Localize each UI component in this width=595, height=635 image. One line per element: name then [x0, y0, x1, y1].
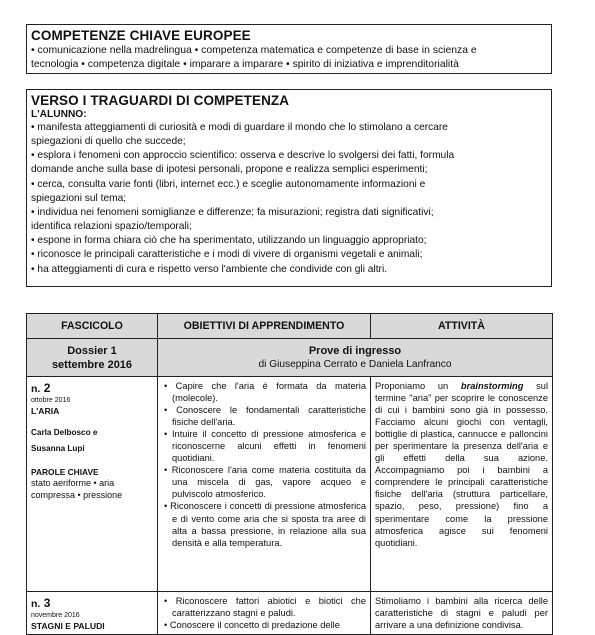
attivita-cell — [371, 592, 553, 635]
dossier-authors: di Giuseppina Cerrato e Daniela Lanfranco — [258, 359, 452, 370]
programmazione-table — [26, 313, 553, 635]
issue-date: novembre 2016 — [31, 612, 80, 619]
issue-number: n. 3 — [31, 596, 51, 610]
table-row — [27, 377, 553, 592]
traguardi-line: • espone in forma chiara ciò che ha sperimentato, utilizzando un linguaggio appropriato; — [31, 235, 427, 247]
traguardi-line: identifica relazioni spazio/temporali; — [31, 221, 192, 233]
objective-item: • Conoscere le fondamentali caratteristiche fisiche dell'aria. — [164, 405, 366, 428]
traguardi-line: • individua nei fenomeni somiglianze e differenze; fa misurazioni; registra dati significativi; — [31, 206, 434, 218]
competenze-title: COMPETENZE CHIAVE EUROPEE — [31, 28, 251, 43]
competenze-line-2: tecnologia • competenza digitale • imparare a imparare • spirito di iniziativa e imprenditorialità — [31, 59, 459, 71]
dossier-row — [27, 339, 553, 377]
header-attivita: ATTIVITÀ — [371, 314, 553, 339]
issue-author: Susanna Lupi — [31, 444, 85, 453]
objective-item: • Conoscere il concetto di predazione delle — [164, 620, 340, 631]
objective-item: • Riconoscere i concetti di pressione atmosferica e di vento come aria che si sposta tra aree di alta a bassa pressione, in relazione alla sua densità e alla temperatura. — [164, 501, 366, 548]
traguardi-line: • cerca, consulta varie fonti (libri, internet ecc.) e sceglie autonomamente informazioni e — [31, 178, 426, 190]
traguardi-line: domande anche sulla base di ipotesi personali, propone e realizza semplici esperimenti; — [31, 164, 428, 176]
header-fascicolo: FASCICOLO — [27, 314, 158, 339]
traguardi-line: • esplora i fenomeni con approccio scientifico: osserva e descrive lo svolgersi dei fatti, formula — [31, 150, 455, 162]
fascicolo-cell — [27, 377, 158, 592]
traguardi-line: • manifesta atteggiamenti di curiosità e modi di guardare il mondo che lo stimolano a cercare — [31, 122, 448, 133]
competenze-chiave-box — [26, 24, 552, 74]
traguardi-line: spiegazioni sul tema; — [31, 192, 127, 204]
objective-item: • Intuire il concetto di pressione atmosferica e riconoscerne alcuni effetti in fenomeni quotidiani. — [164, 429, 366, 464]
dossier-title: Prove di ingresso — [308, 345, 402, 357]
keywords-line: stato aeriforme • aria — [31, 478, 115, 488]
dossier-cell — [27, 339, 158, 377]
issue-topic: STAGNI E PALUDI — [31, 621, 105, 631]
issue-number: n. 2 — [31, 381, 51, 395]
objective-item: • Riconoscere fattori abiotici e biotici che caratterizzano stagni e paludi. — [164, 596, 366, 619]
table-header-row — [27, 314, 553, 339]
table-row — [27, 592, 553, 635]
objective-item: • Riconoscere l'aria come materia costituita da una miscela di gas, vapore acqueo e pulviscolo atmosferico. — [164, 465, 366, 500]
traguardi-line: • riconosce le principali caratteristiche e i modi di vivere di organismi vegetali e animali; — [31, 249, 423, 261]
traguardi-line: • ha atteggiamenti di cura e rispetto verso l'ambiente che condivide con gli altri. — [31, 263, 388, 275]
issue-topic: L'ARIA — [31, 406, 60, 416]
obiettivi-cell — [158, 377, 371, 592]
fascicolo-cell — [27, 592, 158, 635]
traguardi-box — [26, 89, 552, 287]
activity-text: Proponiamo un brainstorming sul termine "aria" per scoprire le conoscenze di cui i bambini sono già in possesso. Facciamo alcuni giochi con ventagli, bottiglie di plastica, cannucce e palloncini per sperimentare la presenza dell'aria e gli effetti della sua azione. Accompagniamo poi i bambini a comprendere le principali caratteristiche fisiche dell'aria (struttura particellare, spazio, peso, pressione) fino a sperimentare come la pressione atmosferica agisce sui fenomeni quotidiani. — [375, 381, 549, 548]
dossier-label: Dossier 1 — [67, 344, 117, 357]
issue-author: Carla Delbosco e — [31, 428, 98, 437]
objective-item: • Capire che l'aria è formata da materia (molecole). — [164, 381, 366, 404]
attivita-cell — [371, 377, 553, 592]
competenze-line-1: • comunicazione nella madrelingua • competenza matematica e competenze di base in scienza e — [31, 45, 477, 56]
header-obiettivi: OBIETTIVI DI APPRENDIMENTO — [158, 314, 371, 339]
dossier-date: settembre 2016 — [51, 358, 133, 371]
traguardi-subtitle: L'ALUNNO: — [31, 109, 87, 120]
activity-text: Stimoliamo i bambini alla ricerca delle caratteristiche di stagni e paludi per arrivare a una definizione condivisa. — [375, 596, 548, 631]
traguardi-line: spiegazioni di quello che succede; — [31, 136, 186, 148]
dossier-title-cell — [158, 339, 553, 377]
issue-date: ottobre 2016 — [31, 397, 71, 404]
keywords-line: compressa • pressione — [31, 490, 123, 500]
keywords-label: PAROLE CHIAVE — [31, 467, 99, 477]
obiettivi-cell — [158, 592, 371, 635]
traguardi-title: VERSO I TRAGUARDI DI COMPETENZA — [31, 93, 290, 108]
